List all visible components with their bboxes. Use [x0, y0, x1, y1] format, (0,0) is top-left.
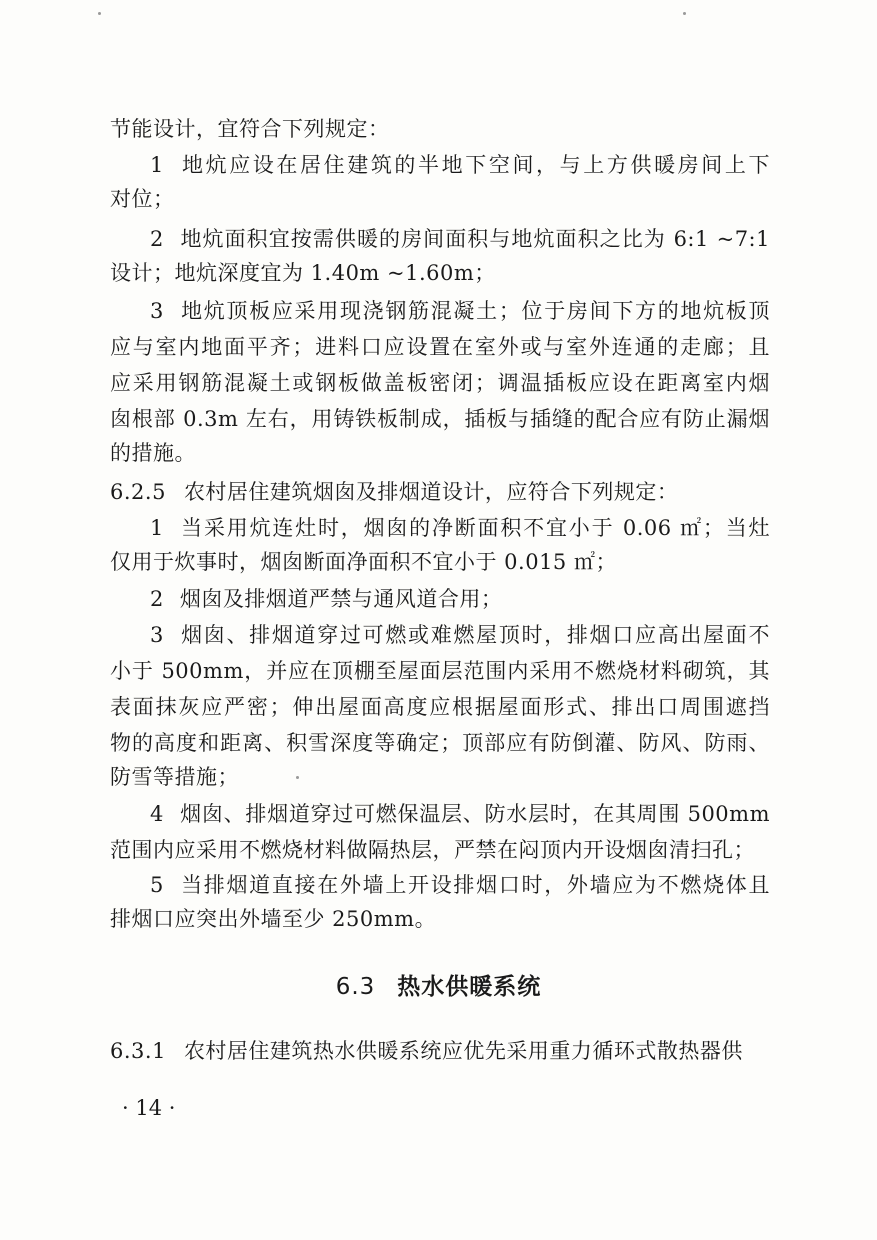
chimney-item-5-line-1 [150, 868, 770, 902]
item-number: 4 [150, 802, 164, 826]
clause-6-2-5 [110, 475, 770, 509]
chimney-item-4-line-1 [150, 797, 770, 831]
item-text: 地炕应设在居住建筑的半地下空间，与上方供暖房间上下 [179, 153, 770, 177]
item-number: 1 [150, 153, 164, 177]
section-heading [0, 968, 877, 1001]
item-text: 烟囱、排烟道穿过可燃保温层、防水层时，在其周围 500mm [179, 802, 770, 826]
scan-speck [683, 12, 686, 15]
chimney-item-3-line-1 [150, 618, 770, 652]
chimney-item-2-line-1 [150, 582, 770, 616]
item-text: 烟囱、排烟道穿过可燃或难燃屋顶时，排烟口应高出屋面不 [179, 623, 770, 647]
chimney-item-1-line-2: 仅用于炊事时，烟囱断面净面积不宜小于 0.015 ㎡； [110, 550, 617, 574]
chimney-item-3-line-5: 防雪等措施； [110, 765, 239, 789]
chimney-item-1-line-1 [150, 511, 770, 545]
clause-6-3-1 [110, 1034, 770, 1068]
chimney-item-3-line-3: 表面抹灰应严密；伸出屋面高度应根据屋面形式、排出口周围遮挡 [110, 695, 770, 719]
kang-item-3-line-1 [150, 294, 770, 328]
item-number: 2 [150, 227, 164, 251]
item-text: 地炕面积宜按需供暖的房间面积与地炕面积之比为 6:1 ~7:1 [179, 227, 770, 251]
item-number: 3 [150, 299, 164, 323]
clause-text: 农村居住建筑热水供暖系统应优先采用重力循环式散热器供 [183, 1039, 743, 1063]
kang-item-3-line-2: 应与室内地面平齐；进料口应设置在室外或与室外连通的走廊；且 [110, 335, 770, 359]
section-title: 热水供暖系统 [397, 974, 542, 1000]
item-text: 烟囱及排烟道严禁与通风道合用； [179, 587, 503, 611]
chimney-item-5-line-2: 排烟口应突出外墙至少 250mm。 [110, 907, 437, 931]
item-number: 2 [150, 587, 164, 611]
intro-text: 节能设计，宜符合下列规定： [110, 117, 390, 141]
clause-number: 6.3.1 [110, 1039, 166, 1063]
item-text: 地炕顶板应采用现浇钢筋混凝土；位于房间下方的地炕板顶 [179, 299, 770, 323]
kang-item-2-line-2: 设计；地炕深度宜为 1.40m ~1.60m； [110, 261, 496, 285]
kang-item-3-line-4: 囱根部 0.3m 左右，用铸铁板制成，插板与插缝的配合应有防止漏烟 [110, 407, 770, 431]
chimney-item-3-line-4: 物的高度和距离、积雪深度等确定；顶部应有防倒灌、防风、防雨、 [110, 731, 770, 755]
clause-text: 农村居住建筑烟囱及排烟道设计，应符合下列规定： [183, 480, 679, 504]
item-text: 当采用炕连灶时，烟囱的净断面积不宜小于 0.06 ㎡；当灶 [179, 516, 770, 540]
item-text: 当排烟道直接在外墙上开设排烟口时，外墙应为不燃烧体且 [179, 873, 770, 897]
kang-item-3-line-5: 的措施。 [110, 441, 196, 465]
kang-item-1-line-2: 对位； [110, 187, 175, 211]
item-number: 5 [150, 873, 164, 897]
clause-number: 6.2.5 [110, 480, 166, 504]
kang-item-2-line-1 [150, 222, 770, 256]
kang-item-3-line-3: 应采用钢筋混凝土或钢板做盖板密闭；调温插板应设在距离室内烟 [110, 371, 770, 395]
item-number: 3 [150, 623, 164, 647]
scan-speck [98, 12, 101, 15]
page-number: · 14 · [122, 1096, 176, 1120]
chimney-item-3-line-2: 小于 500mm，并应在顶棚至屋面层范围内采用不燃烧材料砌筑，其 [110, 659, 770, 683]
item-number: 1 [150, 516, 164, 540]
kang-item-1-line-1 [150, 148, 770, 182]
chimney-item-4-line-2: 范围内应采用不燃烧材料做隔热层，严禁在闷顶内开设烟囱清扫孔； [110, 838, 755, 862]
section-number: 6.3 [335, 974, 376, 1000]
